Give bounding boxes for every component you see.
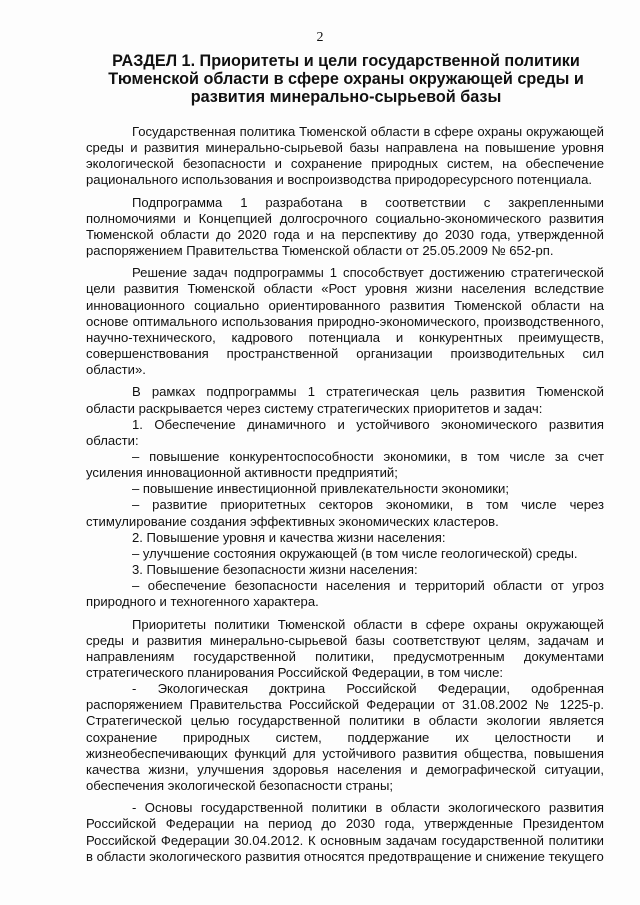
list-item-priority-2: 2. Повышение уровня и качества жизни населения:: [132, 529, 446, 545]
page-number: 2: [316, 30, 324, 45]
list-item-task: – развитие приоритетных секторов экономики, в том числе через стимулирование создания эффективных экономических кластеров.: [86, 497, 604, 529]
list-item-task: – улучшение состояния окружающей (в том числе геологической) среды.: [132, 545, 578, 561]
list-item-ecological-doctrine: - Экологическая доктрина Российской Федерации, одобренная распоряжением Правительства Российской Федерации от 31.08.2002 № 1225-р. Стратегической целью государственной политики в области экологии является сохранение природных систем, поддержание их целостности и жизнеобеспечивающих функций для устойчивого развития общества, повышения качества жизни, улучшения здоровья населения и демографической ситуации, обеспечения экологической безопасности страны;: [86, 681, 604, 794]
paragraph-intro: Государственная политика Тюменской области в сфере охраны окружающей среды и развития минерально-сырьевой базы направлена на повышение уровня экологической безопасности и сохранение природных систем, на обеспечение рационального использования и воспроизводства природоресурсного потенциала.: [86, 124, 604, 188]
list-item-priority-3: 3. Повышение безопасности жизни населения:: [132, 562, 418, 578]
list-item-priority-1: 1. Обеспечение динамичного и устойчивого экономического развития области:: [86, 416, 604, 448]
paragraph-federal-alignment: Приоритеты политики Тюменской области в сфере охраны окружающей среды и развития минерально-сырьевой базы соответствуют целям, задачам и направлениям государственной политики, предусмотренным документами стратегического планирования Российской Федерации, в том числе:: [86, 616, 604, 680]
paragraph-strategic-goal: Решение задач подпрограммы 1 способствует достижению стратегической цели развития Тюменской области «Рост уровня жизни населения вследствие инновационного социально ориентированного развития Тюменской области на основе оптимального использования природно-экономического, производственного, научно-технического, кадрового потенциала и конкурентных преимуществ, совершенствования пространственной организации производительных сил области».: [86, 265, 604, 378]
document-body: [86, 124, 604, 865]
paragraph-subprogram-basis: Подпрограмма 1 разработана в соответствии с закрепленными полномочиями и Концепцией долгосрочного социально-экономического развития Тюменской области до 2020 года и на перспективу до 2030 года, утвержденной распоряжением Правительства Тюменской области от 25.05.2009 № 652-рп.: [86, 194, 604, 259]
list-item-task: – обеспечение безопасности населения и территорий области от угроз природного и техногенного характера.: [86, 578, 604, 610]
list-item-task: – повышение инвестиционной привлекательности экономики;: [132, 481, 509, 497]
list-item-policy-foundations: - Основы государственной политики в области экологического развития Российской Федерации на период до 2030 года, утвержденные Президентом Российской Федерации 30.04.2012. К основным задачам государственной политики в области экологического развития относятся предотвращение и снижение текущего: [86, 800, 604, 864]
list-item-task: – повышение конкурентоспособности экономики, в том числе за счет усиления инновационной активности предприятий;: [86, 448, 604, 481]
paragraph-priorities-intro: В рамках подпрограммы 1 стратегическая цель развития Тюменской области раскрывается через систему стратегических приоритетов и задач:: [86, 384, 604, 416]
section-heading: РАЗДЕЛ 1. Приоритеты и цели государственной политики Тюменской области в сфере охраны окружающей среды и развития минерально-сырьевой базы: [108, 52, 584, 106]
